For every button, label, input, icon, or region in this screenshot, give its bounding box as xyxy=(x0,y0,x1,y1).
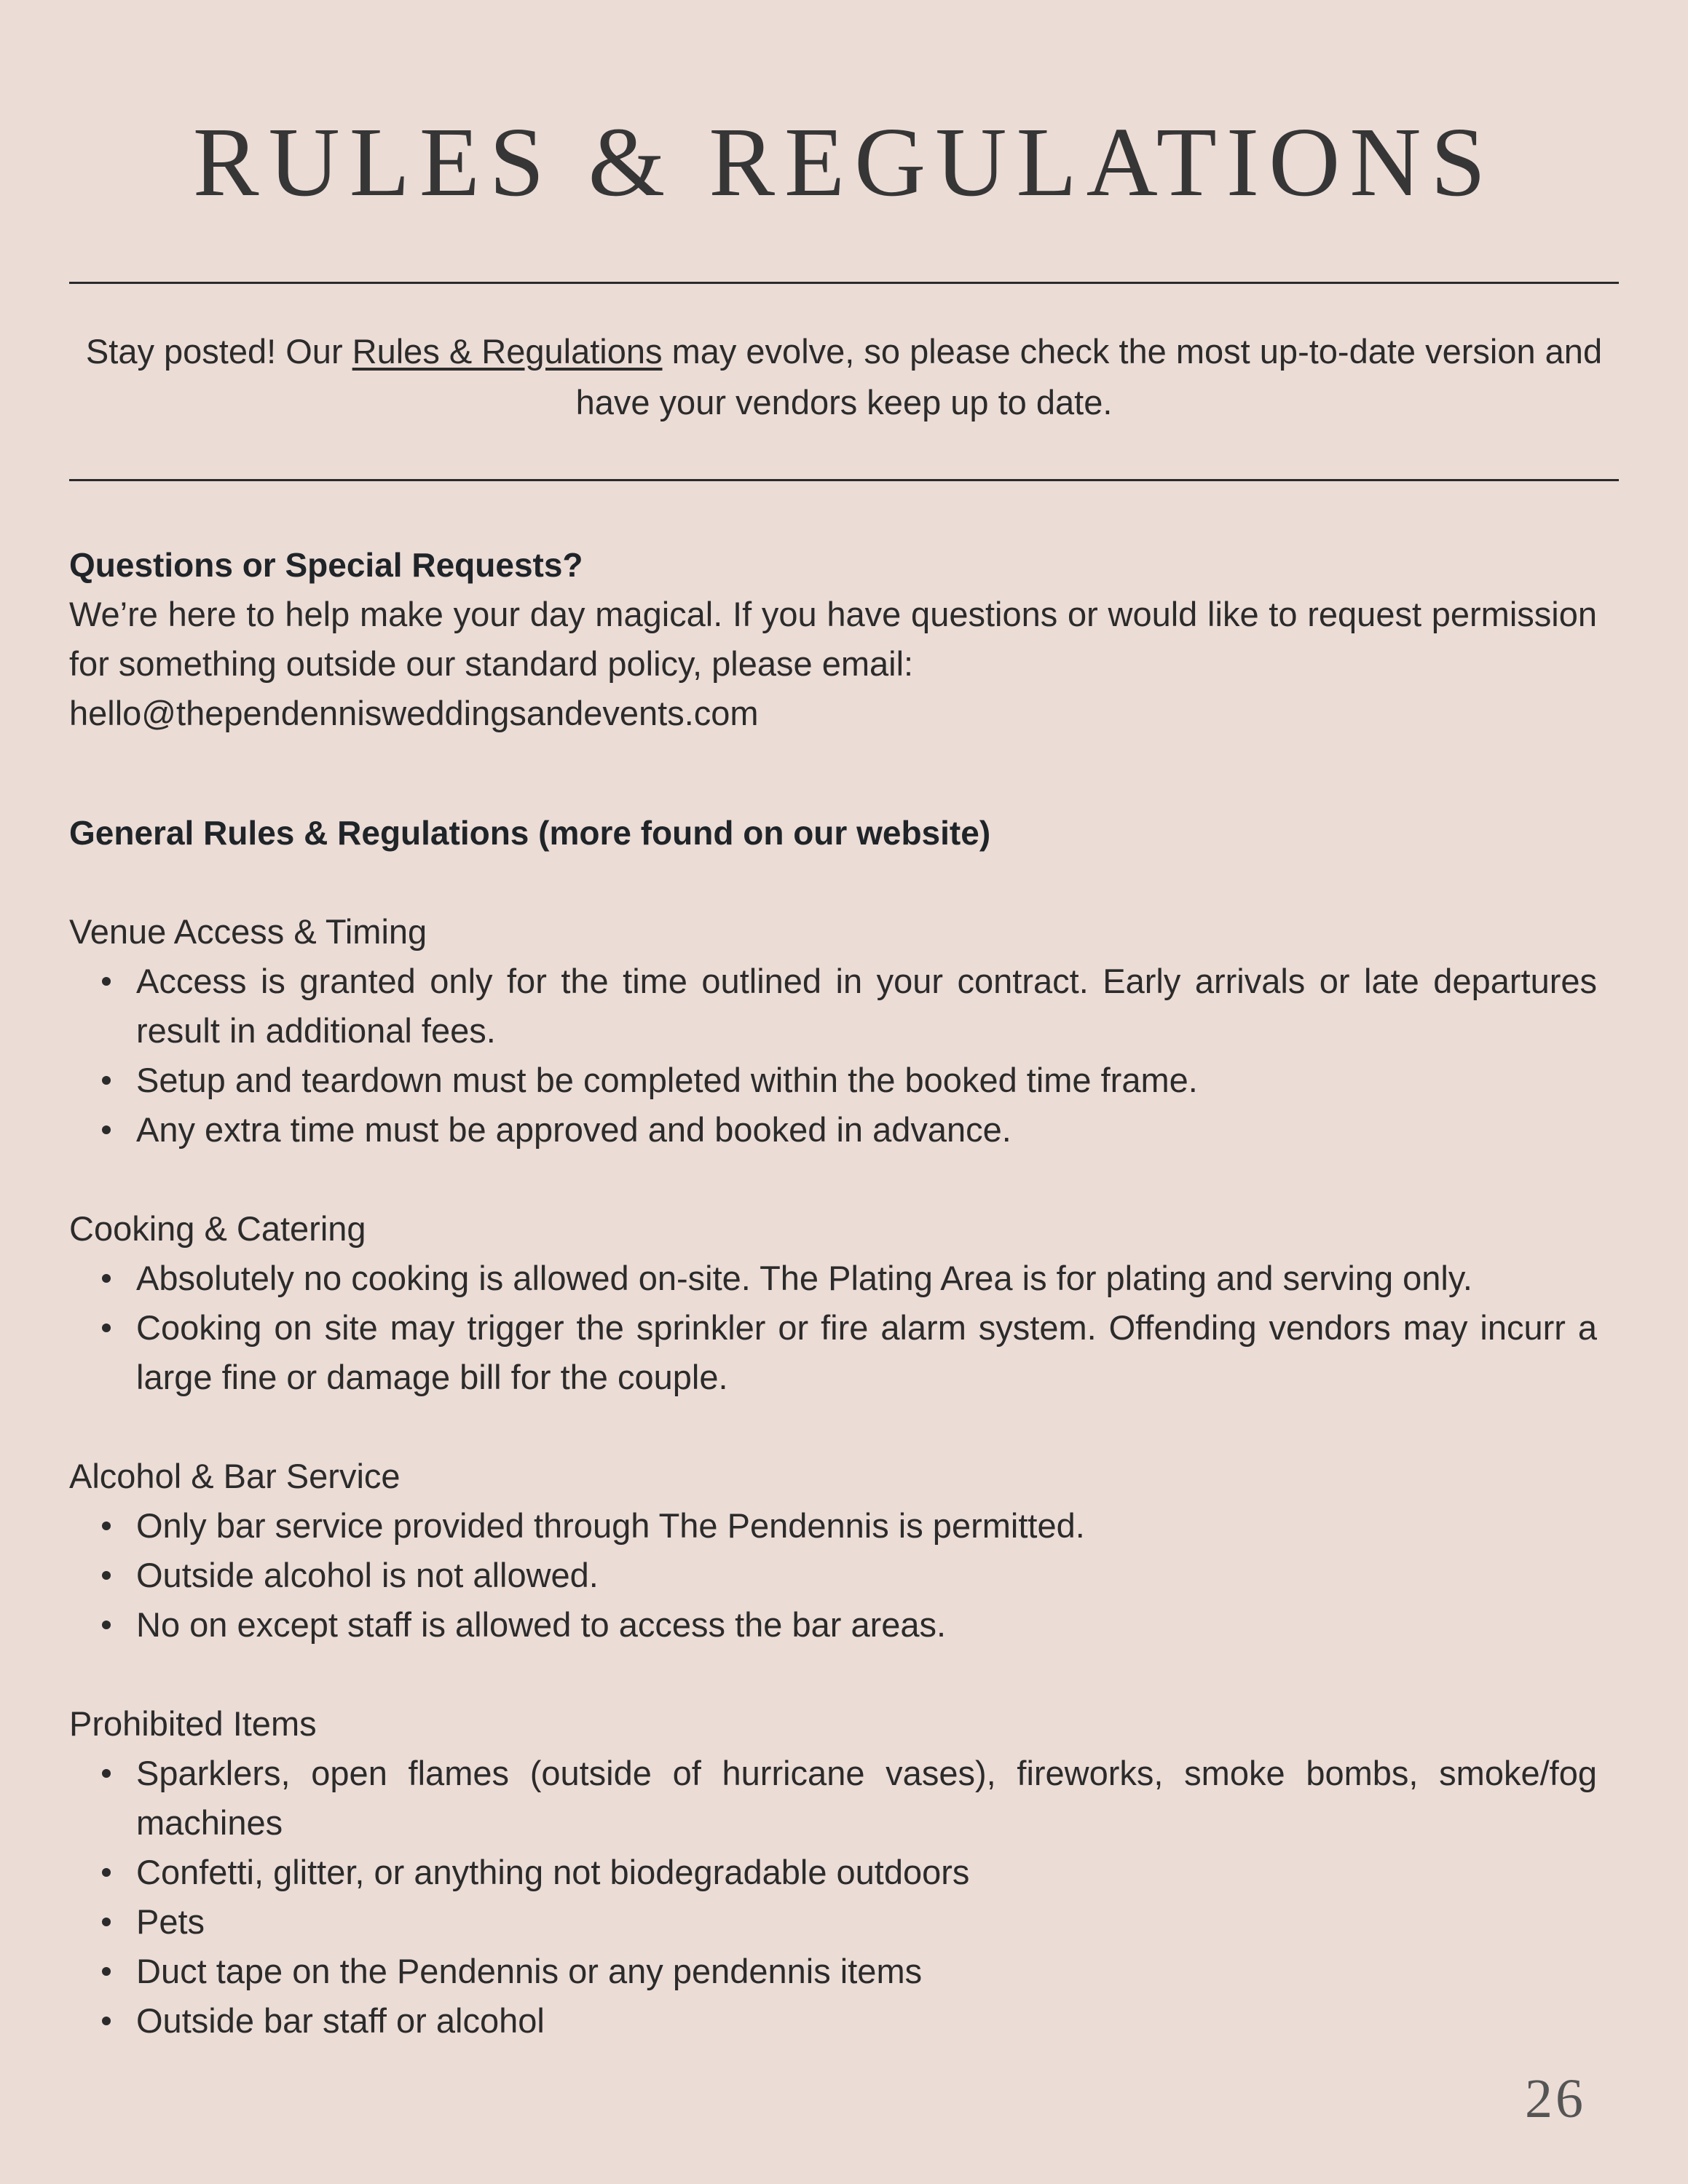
section-title: Venue Access & Timing xyxy=(69,912,427,951)
section-title: Prohibited Items xyxy=(69,1704,317,1743)
section-venue-access xyxy=(69,907,1597,1155)
contact-email[interactable]: hello@thependennisweddingsandevents.com xyxy=(69,694,759,732)
rule-item: Absolutely no cooking is allowed on-site. The Plating Area is for plating and serving only. xyxy=(136,1254,1597,1303)
rule-item: Outside alcohol is not allowed. xyxy=(136,1551,1597,1600)
section-prohibited-items xyxy=(69,1699,1597,2046)
rule-item: No on except staff is allowed to access the bar areas. xyxy=(136,1600,1597,1650)
rule-list xyxy=(69,1254,1597,1402)
rule-item: Outside bar staff or alcohol xyxy=(136,1996,1597,2046)
rule-item: Sparklers, open flames (outside of hurricane vases), fireworks, smoke bombs, smoke/fog machines xyxy=(136,1749,1597,1848)
main-content xyxy=(69,540,1597,2046)
section-alcohol-bar xyxy=(69,1452,1597,1650)
general-rules-heading: General Rules & Regulations (more found on our website) xyxy=(69,814,991,852)
page-number: 26 xyxy=(1525,2068,1586,2129)
update-notice xyxy=(69,326,1619,428)
notice-text-after: may evolve, so please check the most up-to-date version and have your vendors keep up to date. xyxy=(575,332,1603,422)
bottom-divider xyxy=(69,479,1619,481)
rule-item: Access is granted only for the time outlined in your contract. Early arrivals or late departures result in additional fees. xyxy=(136,957,1597,1056)
spacer xyxy=(69,1650,1597,1699)
page-title: RULES & REGULATIONS xyxy=(192,108,1496,217)
spacer xyxy=(69,1155,1597,1204)
questions-heading: Questions or Special Requests? xyxy=(69,546,583,584)
notice-text-before: Stay posted! Our xyxy=(85,332,352,371)
rule-item: Cooking on site may trigger the sprinkler or fire alarm system. Offending vendors may incurr a large fine or damage bill for the couple. xyxy=(136,1303,1597,1402)
rule-item: Confetti, glitter, or anything not biodegradable outdoors xyxy=(136,1848,1597,1897)
spacer xyxy=(69,738,1597,808)
rule-item: Pets xyxy=(136,1897,1597,1947)
rule-item: Setup and teardown must be completed within the booked time frame. xyxy=(136,1056,1597,1105)
spacer xyxy=(69,1402,1597,1452)
rule-item: Any extra time must be approved and booked in advance. xyxy=(136,1105,1597,1155)
rule-list xyxy=(69,1501,1597,1650)
rule-list xyxy=(69,957,1597,1155)
rule-item: Duct tape on the Pendennis or any pendennis items xyxy=(136,1947,1597,1996)
section-title: Cooking & Catering xyxy=(69,1209,366,1248)
section-title: Alcohol & Bar Service xyxy=(69,1457,401,1495)
rules-regulations-link[interactable]: Rules & Regulations xyxy=(352,332,663,371)
top-divider xyxy=(69,282,1619,284)
questions-body: We’re here to help make your day magical. If you have questions or would like to request permission for something outside our standard policy, please email: xyxy=(69,595,1597,683)
rule-list xyxy=(69,1749,1597,2046)
spacer xyxy=(69,858,1597,907)
rule-item: Only bar service provided through The Pendennis is permitted. xyxy=(136,1501,1597,1551)
section-cooking-catering xyxy=(69,1204,1597,1402)
